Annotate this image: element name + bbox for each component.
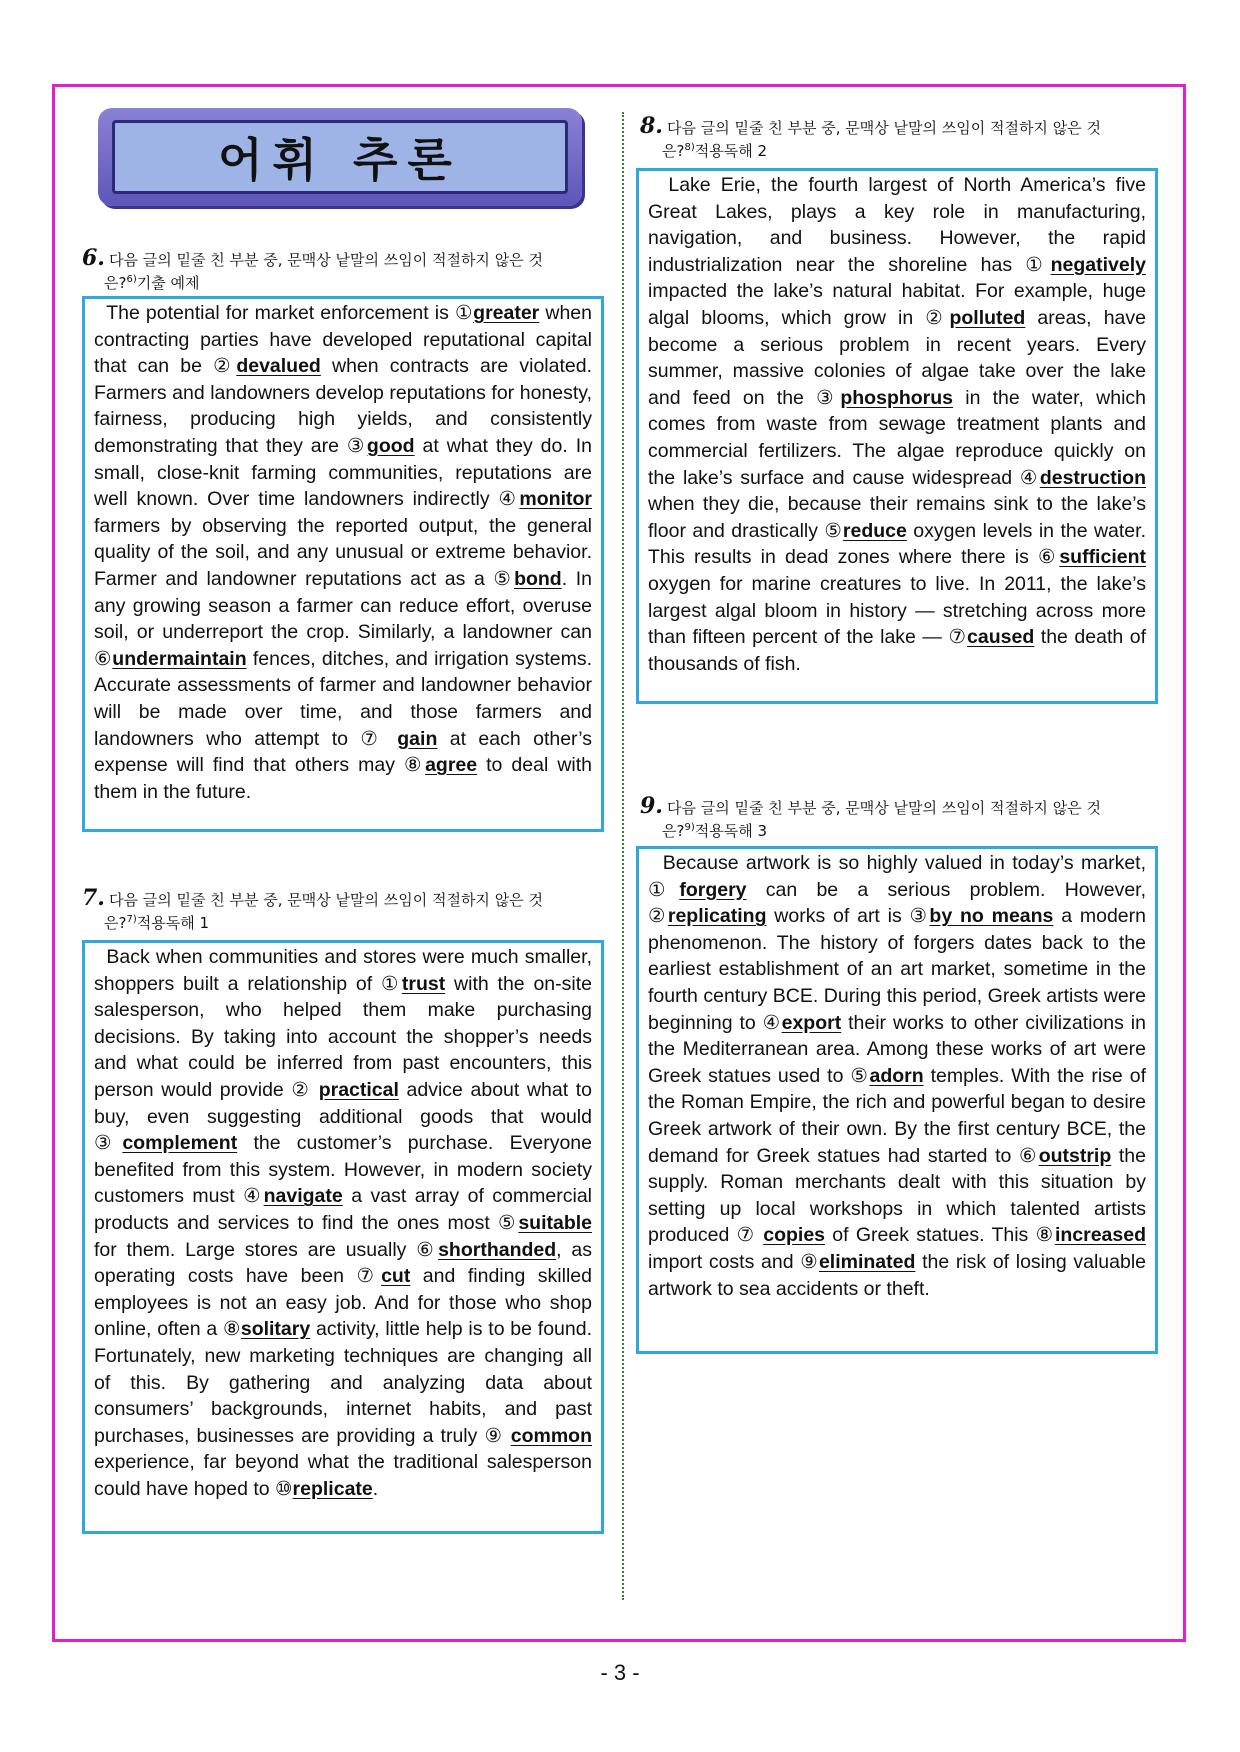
underlined-word: destruction	[1039, 466, 1146, 489]
underlined-word: navigate	[263, 1185, 343, 1208]
passage-text: works of art is ③	[766, 905, 930, 928]
passage-text: oxygen levels in the water. This results in dead zones where there is ⑥	[648, 519, 1152, 569]
question-prompt: 다음 글의 밑줄 친 부분 중, 문맥상 낱말의 쓰임이 적절하지 않은 것	[108, 891, 543, 909]
underlined-word: eliminated	[818, 1250, 916, 1273]
underlined-word: adorn	[869, 1064, 924, 1087]
underlined-word: devalued	[236, 355, 321, 378]
passage-text: and finding skilled employees is not an easy job. And for those who shop online, often a ⑧	[94, 1265, 598, 1341]
question-prompt-end: 은?	[104, 274, 127, 292]
passage-box	[636, 168, 1158, 704]
question-prompt-end: 은?	[662, 142, 685, 160]
underlined-word: outstrip	[1038, 1144, 1112, 1167]
passage-text: a modern phenomenon. The history of forgers dates back to the earliest establishment of an art market, sometime in the fourth century BCE. During this period, Greek artists were beginning to ④	[648, 905, 1152, 1034]
passage-text: at what they do. In small, close-knit farming communities, reputations are well known. Over time landowners indirectly ④	[94, 434, 598, 511]
page-number: - 3 -	[600, 1660, 640, 1685]
underlined-word: caused	[967, 626, 1035, 649]
passage-text: a vast array of commercial products and services to find the ones most ⑤	[94, 1185, 598, 1234]
underlined-word: greater	[473, 302, 540, 324]
passage-text: impacted the lake’s natural habitat. For example, huge algal blooms, which grow in ②	[648, 253, 1152, 329]
passage-text: , as operating costs have been ⑦	[94, 1238, 598, 1288]
question-prompt: 다음 글의 밑줄 친 부분 중, 문맥상 낱말의 쓰임이 적절하지 않은 것	[666, 119, 1101, 137]
underlined-word: negatively	[1050, 253, 1146, 276]
passage-text: for them. Large stores are usually ⑥	[94, 1211, 598, 1261]
underlined-word: cut	[381, 1265, 411, 1288]
question-9-header	[640, 793, 1170, 841]
underlined-word: good	[366, 434, 415, 457]
passage-text: at each other’s expense will find that others may ⑧	[94, 727, 598, 777]
passage-text: advice about what to buy, even suggesting additional goods that would ③	[94, 1078, 598, 1155]
passage-text: their works to other civilizations in the Mediterranean area. Among these works of art were Greek statues used to ⑤	[648, 1011, 1152, 1087]
underlined-word: replicating	[667, 905, 767, 928]
underlined-word: forgery	[679, 878, 747, 901]
underlined-word: export	[781, 1011, 842, 1034]
question-source: 적용독해 3	[694, 822, 767, 840]
underlined-word: reduce	[842, 519, 907, 542]
underlined-word: complement	[122, 1132, 238, 1155]
passage-text: temples. With the rise of the Roman Empire, the rich and powerful began to desire Greek artwork of their own. By the first century BCE, the demand for Greek statues had started to ⑥	[648, 1064, 1152, 1167]
passage-text: when contracts are violated. Farmers and landowners develop reputations for honesty, fairness, producing high yields, and consistently demonstrating that they are ③	[94, 355, 598, 457]
passage-text: . In any growing season a farmer can reduce effort, overuse soil, or underreport the crop. Similarly, a landowner can ⑥	[94, 567, 598, 670]
passage-text: to deal with them in the future.	[94, 754, 598, 803]
underlined-word: copies	[763, 1224, 826, 1247]
underlined-word: phosphorus	[840, 386, 954, 409]
underlined-word: increased	[1054, 1224, 1146, 1247]
question-number: 6.	[82, 245, 105, 271]
underlined-word: monitor	[519, 488, 592, 511]
question-7-header	[82, 885, 612, 933]
column-divider	[622, 112, 624, 1600]
passage-text: Because artwork is so highly valued in today’s market, ①	[648, 852, 1152, 901]
underlined-word: by no means	[929, 905, 1054, 928]
passage-box	[82, 296, 604, 832]
question-prompt-end: 은?	[104, 914, 127, 932]
passage-text: the customer’s purchase. Everyone benefited from this system. However, in modern society customers must ④	[94, 1132, 598, 1208]
passage-text: of Greek statues. This ⑧	[825, 1224, 1055, 1247]
passage-text: Back when communities and stores were much smaller, shoppers built a relationship of ①	[94, 946, 598, 995]
underlined-word: gain	[397, 727, 438, 750]
footnote-mark: 8)	[684, 142, 695, 153]
passage-text: in the water, which comes from waste from sewage treatment plants and commercial fertilizers. The algae reproduce quickly on the lake’s surface and cause widespread ④	[648, 386, 1152, 489]
passage-text: farmers by observing the reported output, the general quality of the soil, and any unusual or extreme behavior. Farmer and landowner reputations act as a ⑤	[94, 488, 598, 590]
underlined-word: sufficient	[1059, 546, 1146, 569]
footnote-mark: 7)	[126, 914, 137, 925]
question-number: 8.	[640, 113, 663, 139]
question-number: 9.	[640, 793, 663, 819]
passage-text: the risk of losing valuable artwork to sea accidents or theft.	[648, 1250, 1152, 1300]
underlined-word: shorthanded	[438, 1238, 557, 1261]
question-number: 7.	[82, 885, 105, 911]
passage-text: activity, little help is to be found. Fortunately, new marketing techniques are changing all of this. By gathering and analyzing data about consumers’ backgrounds, internet habits, and past purchases, businesses are providing a truly ⑨	[94, 1318, 598, 1447]
underlined-word: solitary	[240, 1318, 311, 1341]
passage-text: when contracting parties have developed reputational capital that can be ②	[94, 302, 598, 378]
underlined-word: trust	[401, 972, 446, 995]
question-8-header	[640, 113, 1170, 161]
passage-text: when they die, because their remains sink to the lake’s floor and drastically ⑤	[648, 466, 1152, 542]
question-prompt: 다음 글의 밑줄 친 부분 중, 문맥상 낱말의 쓰임이 적절하지 않은 것	[108, 251, 543, 269]
question-6-header	[82, 245, 612, 293]
passage-text: oxygen for marine creatures to live. In 2011, the lake’s largest algal bloom in history — stretching across more than fifteen percent of the lake — ⑦	[648, 546, 1152, 649]
passage-text: experience, far beyond what the traditional salesperson could have hoped to ⑩	[94, 1424, 598, 1500]
section-title: 어휘 추론	[218, 133, 462, 187]
passage-text: .	[372, 1477, 379, 1500]
underlined-word: suitable	[518, 1211, 592, 1234]
passage-text: can be a serious problem. However, ②	[648, 878, 1152, 928]
section-title-banner	[98, 108, 582, 206]
footnote-mark: 9)	[684, 822, 695, 833]
underlined-word: bond	[514, 567, 562, 590]
passage-text: with the on-site salesperson, who helped them make purchasing decisions. By taking into account the shopper’s needs and what could be inferred from past encounters, this person would provide ②	[94, 972, 598, 1101]
underlined-word: common	[510, 1424, 592, 1447]
question-source: 적용독해 1	[136, 914, 209, 932]
passage-text: The potential for market enforcement is ①	[94, 302, 474, 324]
passage-text: the supply. Roman merchants dealt with this situation by setting up local workshops in which talented artists produced ⑦	[648, 1144, 1152, 1247]
passage-box	[636, 846, 1158, 1354]
underlined-word: agree	[425, 754, 478, 777]
question-prompt-end: 은?	[662, 822, 685, 840]
footnote-mark: 6)	[126, 274, 137, 285]
question-source: 기출 예제	[136, 274, 200, 292]
passage-text: Lake Erie, the fourth largest of North America’s five Great Lakes, plays a key role in manufacturing, navigation, and business. However, the rapid industrialization near the shoreline has ①	[648, 174, 1152, 276]
section-title-box	[112, 120, 568, 194]
passage-text: the death of thousands of fish.	[648, 626, 1152, 675]
underlined-word: polluted	[949, 306, 1026, 329]
passage-text: areas, have become a serious problem in recent years. Every summer, massive colonies of algae take over the lake and feed on the ③	[648, 306, 1152, 409]
underlined-word: undermaintain	[112, 647, 247, 670]
passage-text: import costs and ⑨	[648, 1224, 1152, 1273]
question-source: 적용독해 2	[694, 142, 767, 160]
passage-text: fences, ditches, and irrigation systems. Accurate assessments of farmer and landowner behavior will be made over time, and those farmers and landowners who attempt to ⑦	[94, 647, 598, 750]
question-prompt: 다음 글의 밑줄 친 부분 중, 문맥상 낱말의 쓰임이 적절하지 않은 것	[666, 799, 1101, 817]
underlined-word: practical	[318, 1078, 399, 1101]
passage-box	[82, 940, 604, 1534]
underlined-word: replicate	[292, 1477, 373, 1500]
